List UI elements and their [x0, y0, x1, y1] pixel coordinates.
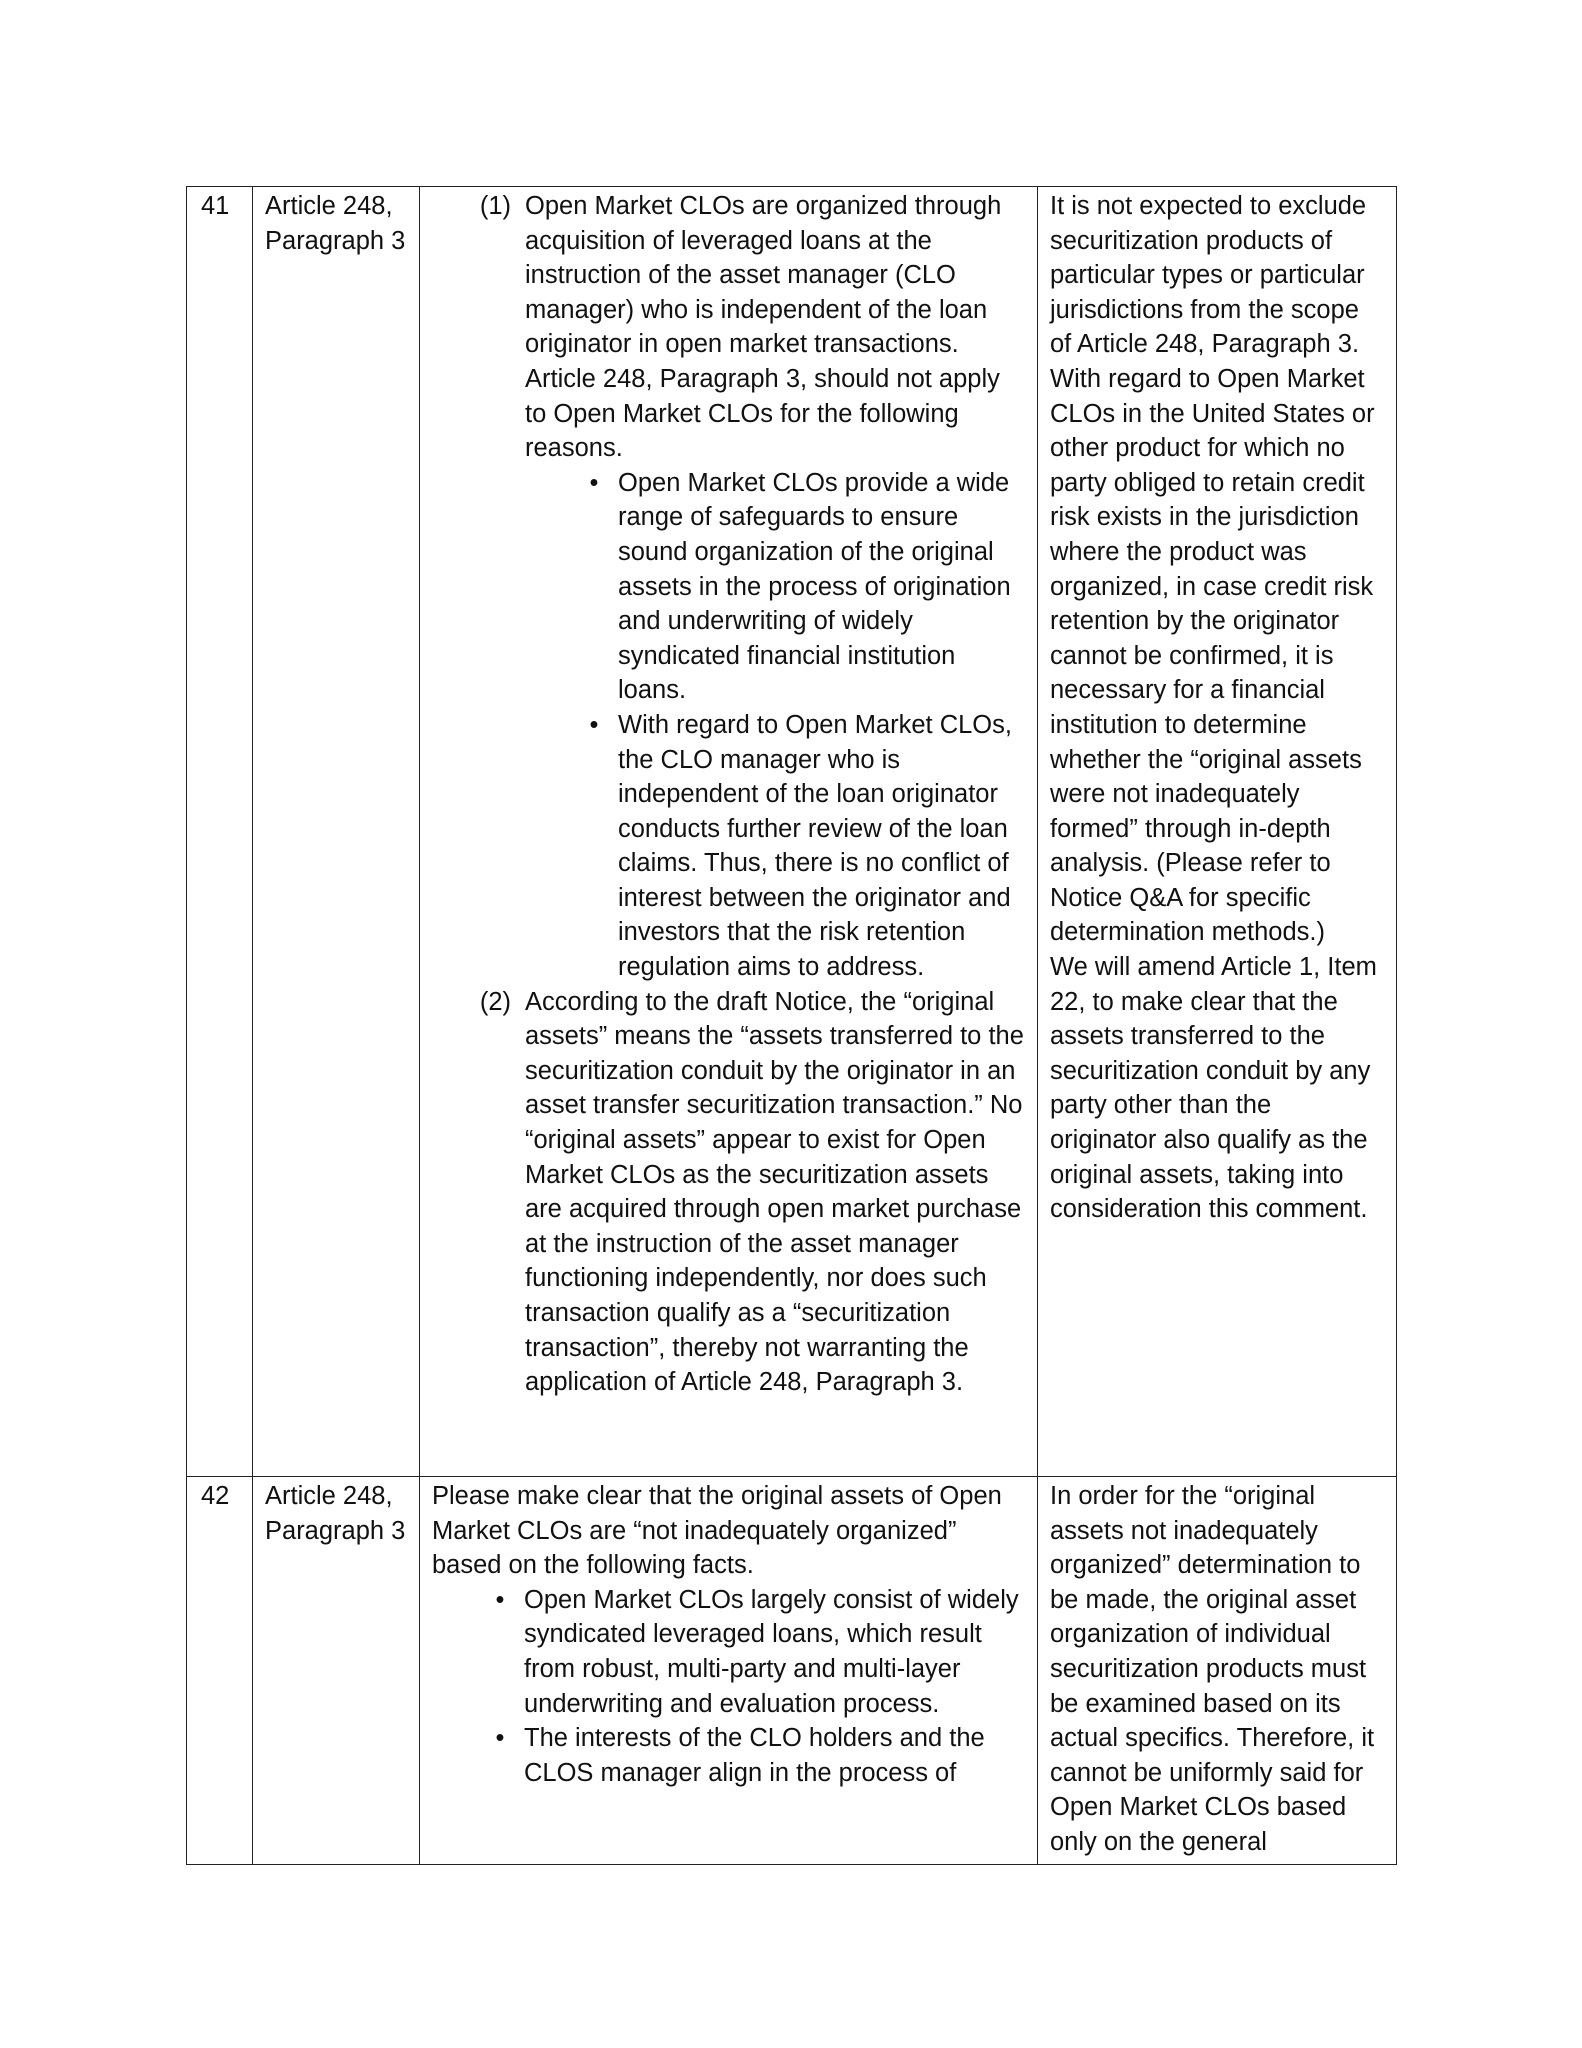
bullet-text: With regard to Open Market CLOs, the CLO manager who is independent of the loan originator conducts further review of the loan claims. Thus, there is no conflict of interest between the originator and investors that the risk retention regulation aims to address.	[618, 710, 1012, 982]
item-marker: (2)	[479, 987, 511, 1016]
numbered-item	[432, 189, 1025, 985]
bullet-text: Open Market CLOs largely consist of widely syndicated leveraged loans, which result from robust, multi-party and multi-layer underwriting and evaluation process.	[524, 1585, 1019, 1718]
table-row	[187, 187, 1397, 1477]
bullet-text: The interests of the CLO holders and the CLOS manager align in the process of	[524, 1724, 985, 1787]
row-number: 42	[187, 1477, 253, 1865]
list-item	[432, 1583, 1025, 1721]
comments-table	[186, 186, 1397, 1865]
item-text: According to the draft Notice, the “original assets” means the “assets transferred to the securitization conduit by the originator in an asset transfer securitization transaction.” No “original assets” appear to exist for Open Market CLOs as the securitization assets are acquired through open market purchase at the instruction of the asset manager functioning independently, nor does such transaction qualify as a “securitization transaction”, thereby not warranting the application of Article 248, Paragraph 3.	[525, 987, 1024, 1397]
response-cell	[1038, 187, 1397, 1477]
bullet-list	[432, 1583, 1025, 1791]
bullet-icon: •	[589, 468, 599, 497]
list-item	[432, 1721, 1025, 1790]
response-cell	[1038, 1477, 1397, 1865]
row-number: 41	[187, 187, 253, 1477]
list-item	[525, 466, 1025, 708]
article-reference: Article 248, Paragraph 3	[253, 1477, 420, 1865]
table-row	[187, 1477, 1397, 1865]
numbered-item	[432, 985, 1025, 1400]
comment-cell	[420, 1477, 1038, 1865]
comment-intro: Please make clear that the original assets of Open Market CLOs are “not inadequately organized” based on the following facts.	[432, 1482, 1002, 1580]
response-paragraph: It is not expected to exclude securitization products of particular types or particular jurisdictions from the scope of Article 248, Paragraph 3. With regard to Open Market CLOs in the United States or other product for which no party obliged to retain credit risk exists in the jurisdiction where the product was organized, in case credit risk retention by the originator cannot be confirmed, it is necessary for a financial institution to determine whether the “original assets were not inadequately formed” through in-depth analysis. (Please refer to Notice Q&A for specific determination methods.)	[1050, 192, 1375, 947]
bullet-icon: •	[589, 710, 599, 739]
bullet-icon: •	[495, 1585, 505, 1614]
bullet-text: Open Market CLOs provide a wide range of safeguards to ensure sound organization of the original assets in the process of origination and underwriting of widely syndicated financial institution loans.	[618, 468, 1011, 705]
comment-cell	[420, 187, 1038, 1477]
bullet-list	[525, 466, 1025, 985]
response-paragraph: We will amend Article 1, Item 22, to make clear that the assets transferred to the securitization conduit by any party other than the originator also qualify as the original assets, taking into consideration this comment.	[1050, 953, 1377, 1224]
list-item	[525, 708, 1025, 985]
response-paragraph: In order for the “original assets not inadequately organized” determination to be made, the original asset organization of individual securitization products must be examined based on its actual specifics. Therefore, it cannot be uniformly said for Open Market CLOs based only on the general	[1050, 1482, 1375, 1856]
item-marker: (1)	[479, 192, 511, 220]
article-reference: Article 248, Paragraph 3	[253, 187, 420, 1477]
bullet-icon: •	[495, 1724, 505, 1753]
item-text: Open Market CLOs are organized through acquisition of leveraged loans at the instruction of the asset manager (CLO manager) who is independent of the loan originator in open market transactions. Article 248, Paragraph 3, should not apply to Open Market CLOs for the following reasons.	[525, 192, 1002, 463]
